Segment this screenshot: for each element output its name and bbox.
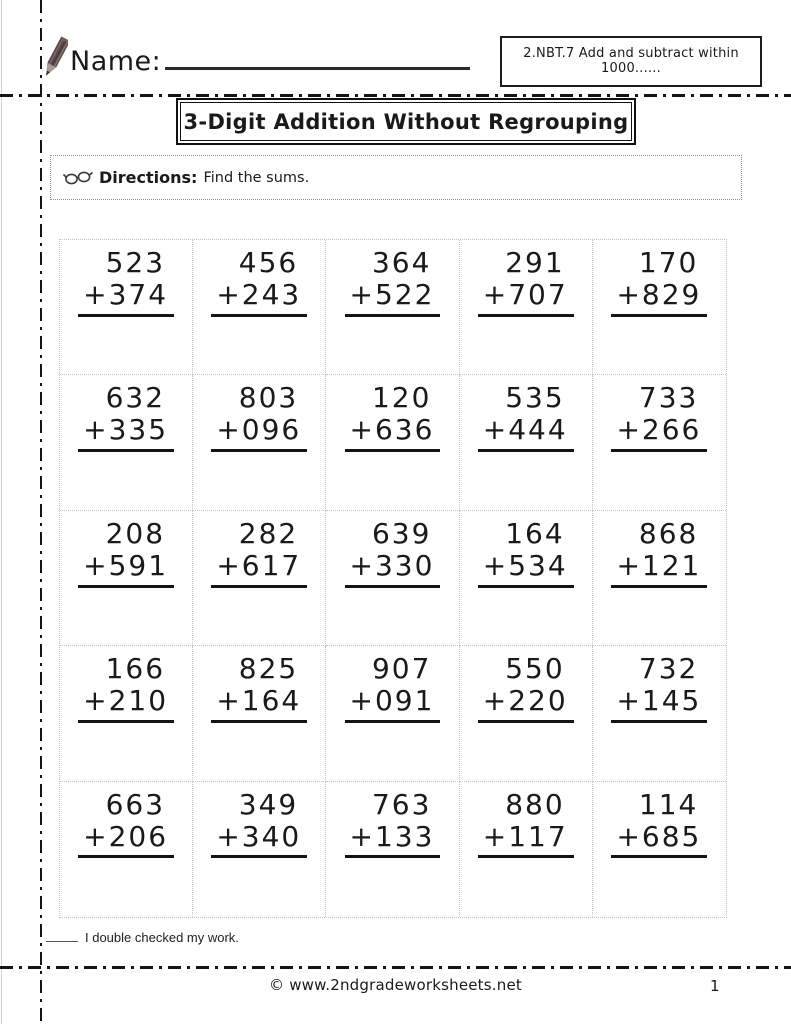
problem-addend-number: +374	[78, 279, 174, 317]
problem-cell[interactable]	[193, 646, 326, 781]
problem-top-number: 632	[105, 381, 166, 415]
addition-problem	[78, 789, 174, 859]
problem-addend-number: +266	[611, 414, 707, 452]
problem-addend-number: +685	[611, 821, 707, 859]
problem-addend-number: +117	[478, 821, 574, 859]
problem-cell[interactable]	[193, 511, 326, 646]
problem-addend-number: +522	[345, 279, 441, 317]
addition-problem	[611, 789, 707, 859]
problem-cell[interactable]	[60, 511, 193, 646]
problem-top-number: 364	[371, 246, 432, 279]
page-number: 1	[710, 977, 720, 995]
problem-addend-number: +591	[78, 550, 174, 588]
footer-divider-dashdot-line	[0, 966, 791, 969]
problem-top-number: 639	[371, 516, 432, 550]
problem-cell[interactable]	[460, 375, 593, 510]
problem-top-number: 733	[638, 381, 699, 415]
problem-cell[interactable]	[460, 646, 593, 781]
problem-top-number: 170	[638, 246, 699, 279]
problem-top-number: 550	[505, 652, 565, 686]
addition-problem	[78, 382, 174, 452]
problem-addend-number: +206	[78, 821, 174, 859]
problem-top-number: 120	[371, 381, 432, 415]
addition-problem	[345, 789, 441, 859]
addition-problem	[211, 247, 307, 317]
footer-copyright: © www.2ndgradeworksheets.net	[269, 976, 522, 994]
problem-cell[interactable]	[193, 240, 326, 375]
addition-problem	[211, 382, 307, 452]
directions-label: Directions:	[99, 168, 198, 187]
problem-cell[interactable]	[593, 375, 726, 510]
problem-addend-number: +133	[345, 821, 441, 859]
problem-top-number: 535	[505, 381, 565, 415]
problem-top-number: 523	[105, 246, 166, 279]
problem-top-number: 763	[371, 787, 432, 821]
problem-cell[interactable]	[460, 511, 593, 646]
problem-top-number: 282	[238, 516, 299, 550]
problem-addend-number: +340	[211, 821, 307, 859]
addition-problem	[78, 653, 174, 723]
problem-addend-number: +330	[345, 550, 441, 588]
problem-cell[interactable]	[593, 240, 726, 375]
glasses-icon	[63, 169, 93, 186]
problem-top-number: 349	[238, 787, 299, 821]
problem-addend-number: +164	[211, 685, 307, 723]
problem-cell[interactable]	[60, 240, 193, 375]
problem-cell[interactable]	[60, 782, 193, 917]
problem-cell[interactable]	[60, 646, 193, 781]
problem-addend-number: +243	[211, 279, 307, 317]
addition-problem	[211, 789, 307, 859]
problem-top-number: 164	[505, 516, 565, 550]
problem-addend-number: +829	[611, 279, 707, 317]
problem-cell[interactable]	[193, 782, 326, 917]
addition-problem	[478, 382, 574, 452]
problem-cell[interactable]	[593, 511, 726, 646]
problem-top-number: 880	[505, 787, 565, 821]
header-divider-dashdot-line	[0, 94, 791, 97]
problem-cell[interactable]	[460, 782, 593, 917]
problem-top-number: 291	[505, 246, 565, 279]
addition-problem	[611, 247, 707, 317]
pencil-icon	[42, 34, 68, 84]
name-label: Name:	[70, 46, 162, 77]
problem-cell[interactable]	[593, 782, 726, 917]
problem-top-number: 803	[238, 381, 299, 415]
problem-top-number: 663	[105, 787, 166, 821]
problem-top-number: 166	[105, 652, 166, 686]
name-row	[70, 46, 470, 77]
addition-problem	[478, 518, 574, 588]
page-left-edge-line	[1, 0, 2, 1024]
addition-problem	[611, 653, 707, 723]
problem-addend-number: +444	[478, 414, 574, 452]
problem-addend-number: +145	[611, 685, 707, 723]
problem-addend-number: +121	[611, 550, 707, 588]
addition-problem	[478, 653, 574, 723]
problem-addend-number: +707	[478, 279, 574, 317]
problem-addend-number: +617	[211, 550, 307, 588]
problem-addend-number: +096	[211, 414, 307, 452]
problem-addend-number: +534	[478, 550, 574, 588]
problem-cell[interactable]	[326, 511, 459, 646]
problem-addend-number: +210	[78, 685, 174, 723]
addition-problem	[478, 789, 574, 859]
name-blank-line[interactable]	[165, 67, 470, 70]
check-line-text: I double checked my work.	[85, 930, 239, 945]
problem-addend-number: +335	[78, 414, 174, 452]
standards-badge	[500, 36, 762, 87]
addition-problem	[345, 653, 441, 723]
addition-problem	[345, 382, 441, 452]
problem-top-number: 208	[105, 516, 166, 550]
check-blank-line[interactable]	[46, 941, 78, 942]
page-title: 3-Digit Addition Without Regrouping	[180, 102, 632, 141]
problem-cell[interactable]	[593, 646, 726, 781]
addition-problem	[211, 653, 307, 723]
margin-vertical-dashdot-line	[40, 0, 42, 1024]
addition-problem	[611, 382, 707, 452]
self-check-row	[46, 930, 239, 945]
problem-cell[interactable]	[60, 375, 193, 510]
addition-problem	[345, 247, 441, 317]
problems-grid	[59, 239, 727, 918]
problem-cell[interactable]	[326, 240, 459, 375]
problem-addend-number: +220	[478, 685, 574, 723]
problem-cell[interactable]	[326, 375, 459, 510]
problem-cell[interactable]	[193, 375, 326, 510]
problem-addend-number: +636	[345, 414, 441, 452]
addition-problem	[611, 518, 707, 588]
problem-cell[interactable]	[326, 782, 459, 917]
worksheet-title-box	[176, 98, 636, 145]
problem-top-number: 114	[638, 787, 699, 821]
addition-problem	[78, 247, 174, 317]
directions-text: Find the sums.	[203, 169, 310, 186]
problem-top-number: 825	[238, 652, 299, 686]
problem-cell[interactable]	[326, 646, 459, 781]
directions-box	[50, 155, 742, 200]
problem-cell[interactable]	[460, 240, 593, 375]
addition-problem	[211, 518, 307, 588]
problem-addend-number: +091	[345, 685, 441, 723]
problem-top-number: 456	[238, 246, 299, 279]
problem-top-number: 732	[638, 652, 699, 686]
problem-top-number: 907	[371, 652, 432, 686]
standards-badge-text: 2.NBT.7 Add and subtract within 1000......	[523, 46, 739, 76]
addition-problem	[78, 518, 174, 588]
problem-top-number: 868	[638, 516, 699, 550]
addition-problem	[478, 247, 574, 317]
addition-problem	[345, 518, 441, 588]
